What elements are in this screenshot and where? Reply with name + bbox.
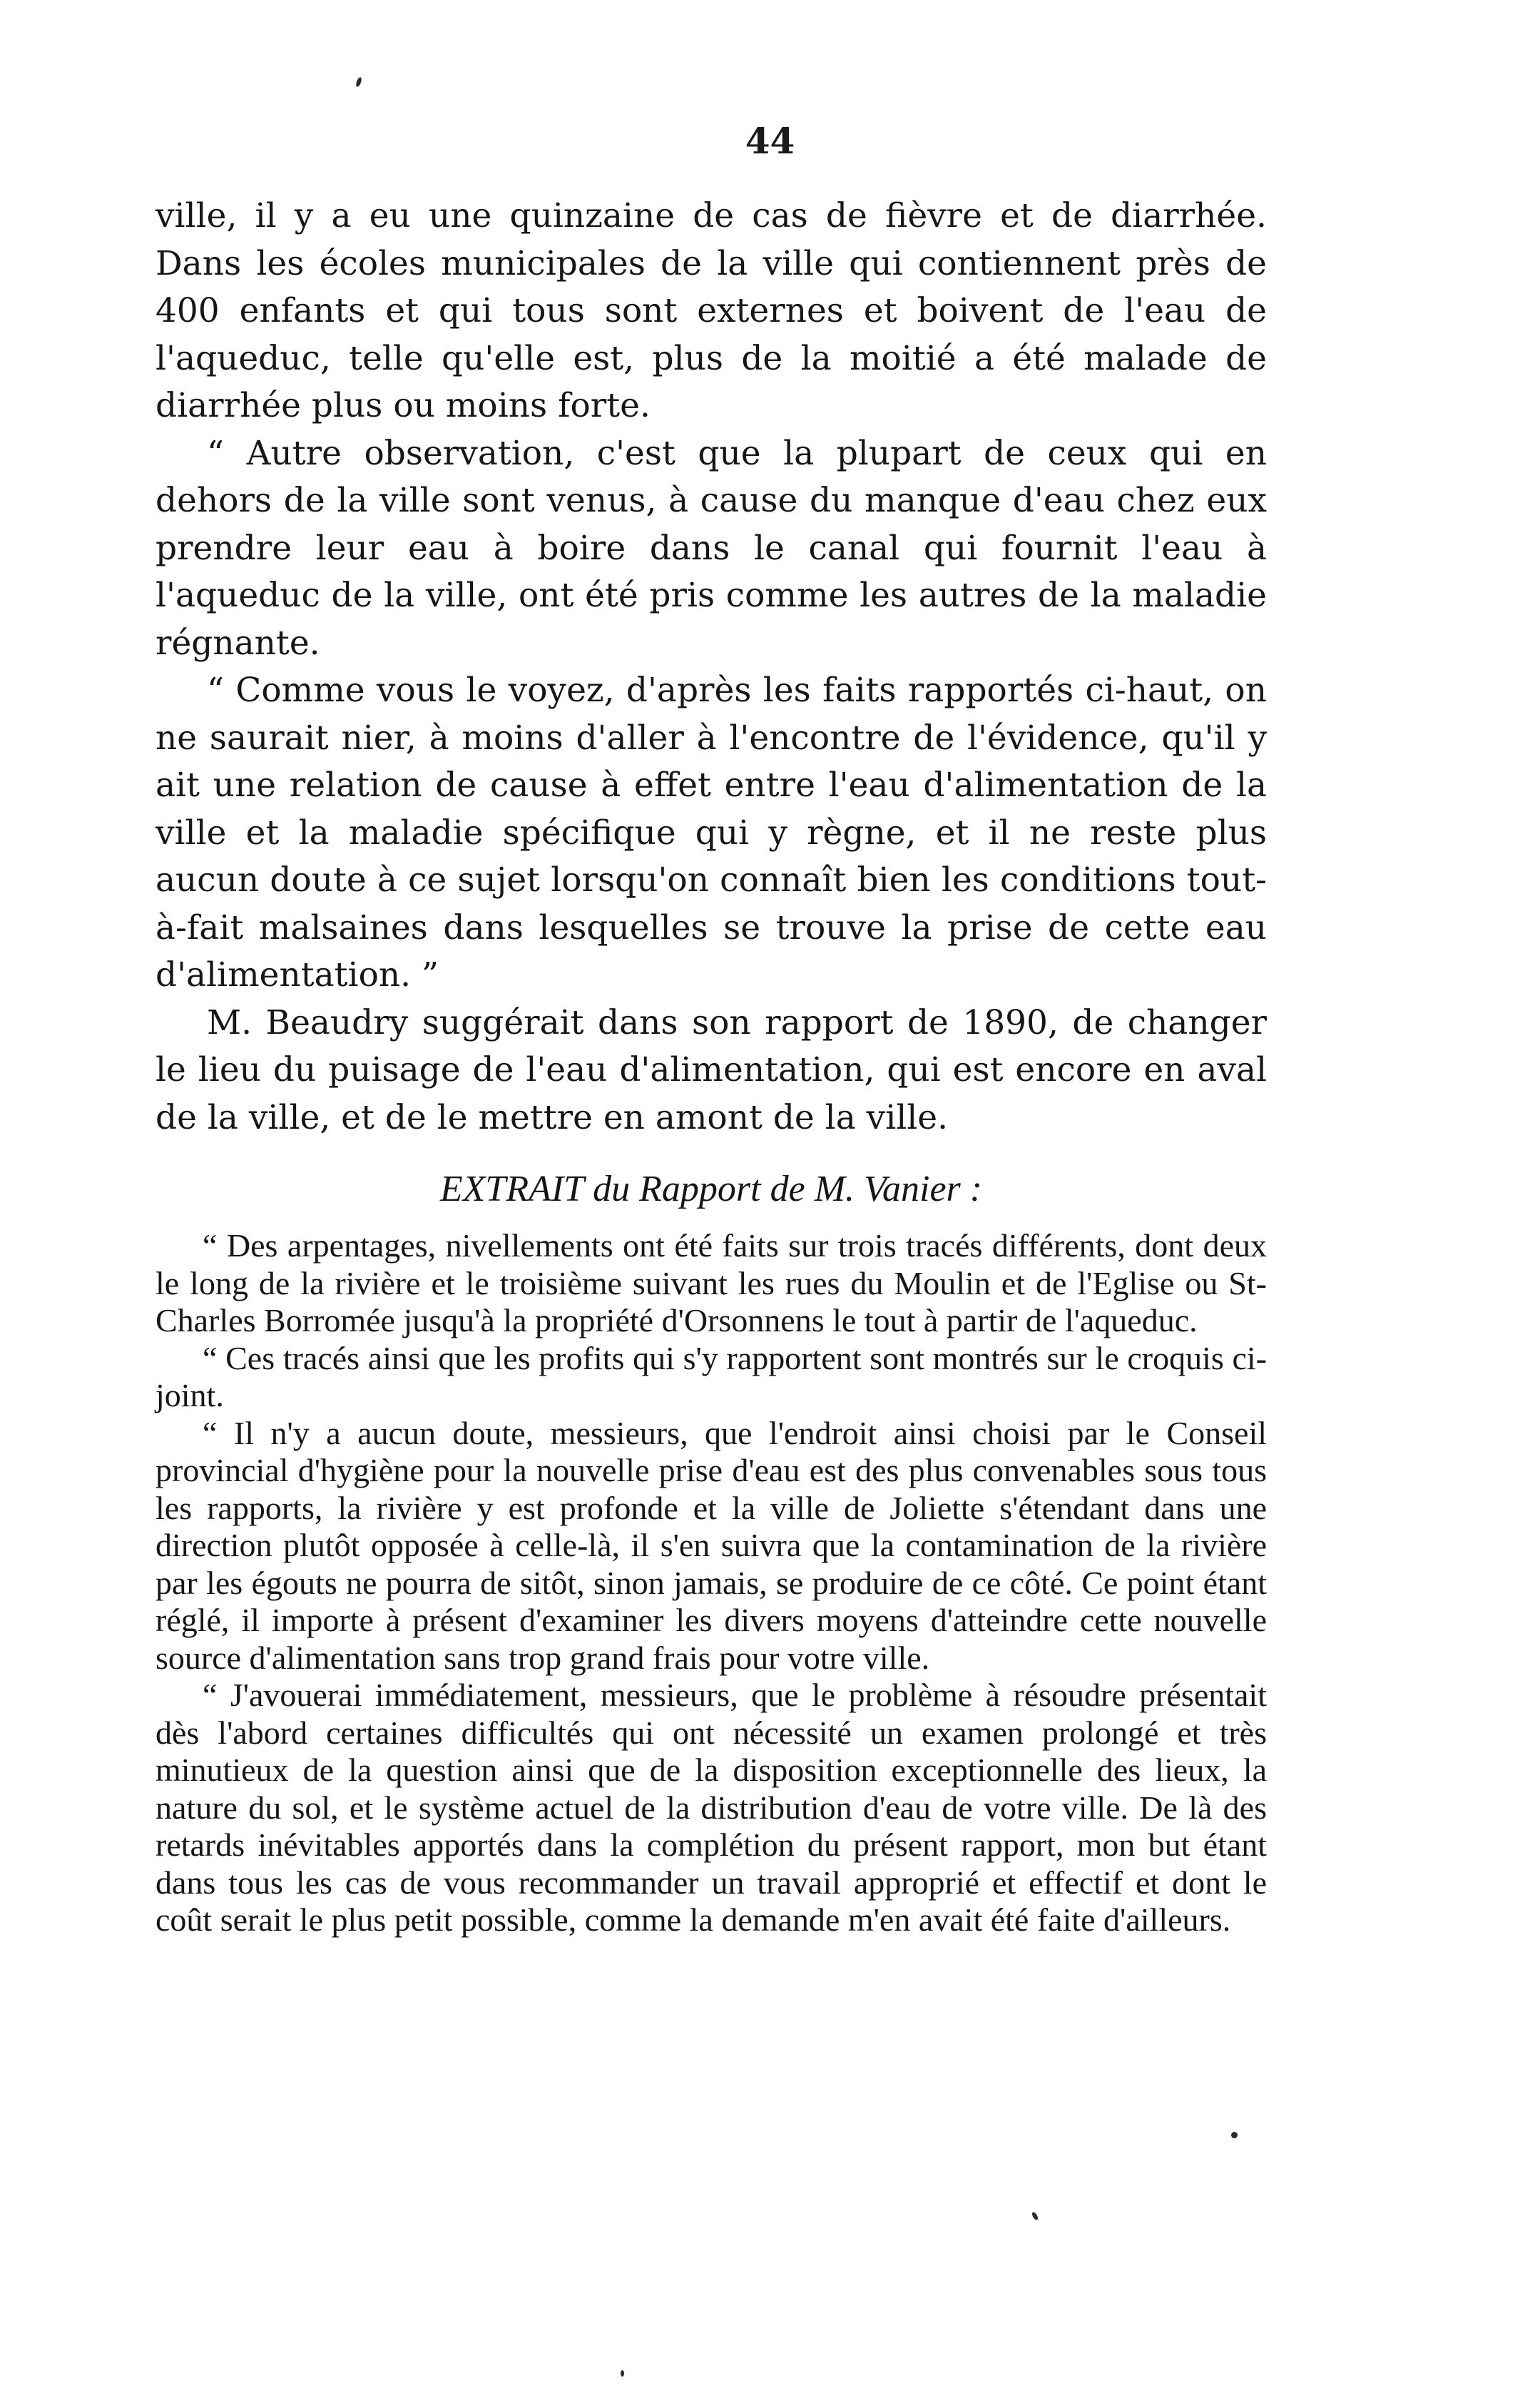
section-heading: EXTRAIT du Rapport de M. Vanier : [439, 1169, 983, 1209]
main-text [155, 193, 1267, 1142]
paragraph: “ Autre observation, c'est que la plupart de ceux qui en dehors de la ville sont venus, à cause du manque d'eau chez eux prendre leur eau à boire dans le canal qui fournit l'eau à l'aqueduc de la ville, ont été pris comme les autres de la maladie régnante. [155, 433, 1267, 663]
paragraph: M. Beaudry suggérait dans son rapport de 1890, de changer le lieu du puisage de l'eau d'alimentation, qui est encore en aval de la ville, et de le mettre en amont de la ville. [155, 1002, 1267, 1137]
paragraph: “ Comme vous le voyez, d'après les faits rapportés ci-haut, on ne saurait nier, à moins d'aller à l'encontre de l'évidence, qu'il y ait une relation de cause à effet entre l'eau d'alimentation de la ville et la maladie spécifique qui y règne, et il ne reste plus aucun doute à ce sujet lorsqu'on connaît bien les conditions tout-à-fait malsaines dans lesquelles se trouve la prise de cette eau d'alimentation. ” [155, 671, 1267, 995]
ink-speck [355, 76, 362, 87]
ink-speck [1031, 2211, 1039, 2220]
extract-paragraph: “ Ces tracés ainsi que les profits qui s'y rapportent sont montrés sur le croquis ci-joint. [155, 1339, 1267, 1413]
extract-paragraph: “ Des arpentages, nivellements ont été faits sur trois tracés différents, dont deux le long de la rivière et le troisième suivant les rues du Moulin et de l'Eglise ou St-Charles Borromée jusqu'à la propriété d'Orsonnens le tout à partir de l'aqueduc. [155, 1227, 1267, 1338]
paragraph: ville, il y a eu une quinzaine de cas de fièvre et de diarrhée. Dans les écoles municipales de la ville qui contiennent près de 400 enfants et qui tous sont externes et boivent de l'eau de l'aqueduc, telle qu'elle est, plus de la moitié a été malade de diarrhée plus ou moins forte. [155, 196, 1267, 425]
extract-paragraph: “ Il n'y a aucun doute, messieurs, que l'endroit ainsi choisi par le Conseil provincial d'hygiène pour la nouvelle prise d'eau est des plus convenables sous tous les rapports, la rivière y est profonde et la ville de Joliette s'étendant dans une direction plutôt opposée à celle-là, il s'en suivra que la contamination de la rivière par les égouts ne pourra de sitôt, sinon jamais, se produire de ce côté. Ce point étant réglé, il importe à présent d'examiner les divers moyens d'atteindre cette nouvelle source d'alimentation sans trop grand frais pour votre ville. [155, 1414, 1267, 1676]
ink-speck [1231, 2132, 1238, 2138]
report-extract [155, 1227, 1267, 1939]
extract-paragraph: “ J'avouerai immédiatement, messieurs, que le problème à résoudre présentait dès l'abord certaines difficultés qui ont nécessité un examen prolongé et très minutieux de la question ainsi que de la disposition exceptionnelle des lieux, la nature du sol, et le système actuel de la distribution d'eau de votre ville. De là des retards inévitables apportés dans la complétion du présent rapport, mon but étant dans tous les cas de vous recommander un travail approprié et effectif et dont le coût serait le plus petit possible, comme la demande m'en avait été faite d'ailleurs. [155, 1677, 1267, 1938]
ink-speck [621, 2370, 624, 2377]
page-number: 44 [745, 120, 795, 162]
